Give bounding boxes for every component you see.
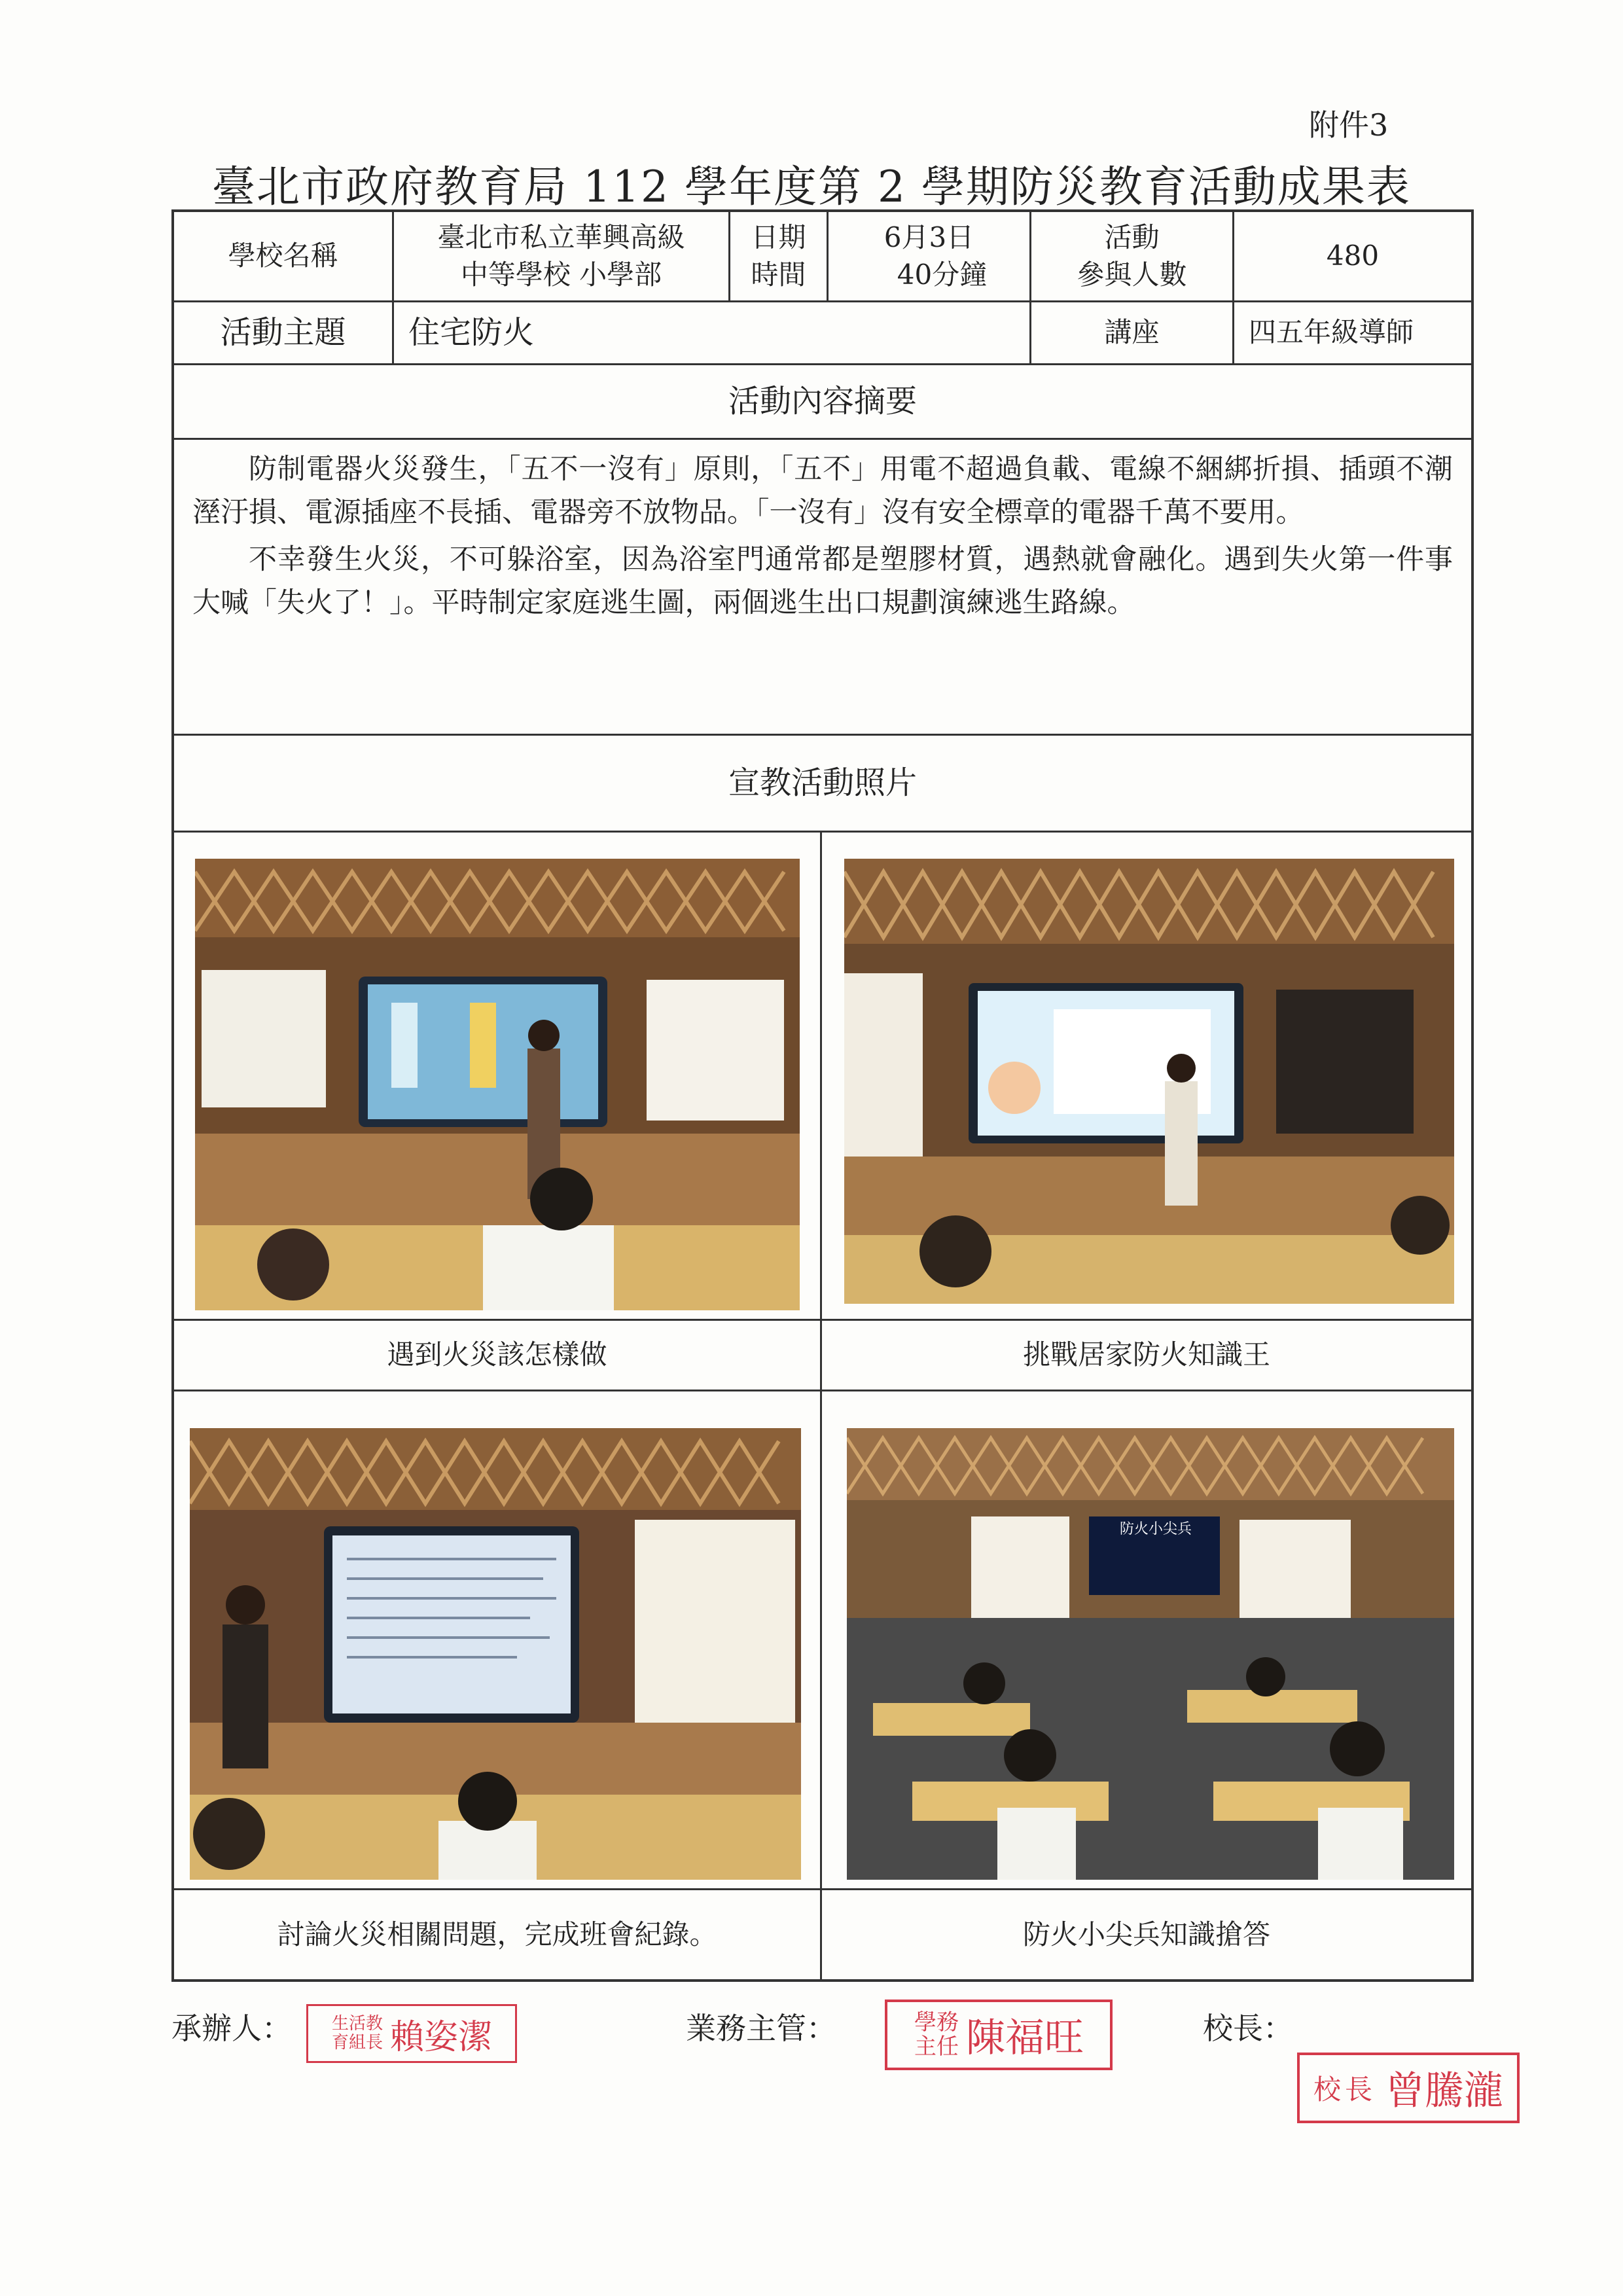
summary-paragraph-1: 防制電器火災發生，「五不一沒有」原則，「五不」用電不超過負載、電線不綑綁折損、插頭不潮溼汙損、電源插座不長插、電器旁不放物品。「一沒有」沒有安全標章的電器千萬不要用。 [192, 453, 1453, 529]
date-value-day: 6月3日 [883, 221, 974, 253]
date-value [829, 212, 1031, 302]
photo4-screen-text: 防火小尖兵 [1119, 1521, 1192, 1537]
participants-label-line2: 參與人數 [1077, 258, 1187, 291]
participants-value: 480 [1234, 212, 1471, 302]
principal-stamp-title: 校長 [1313, 2073, 1376, 2106]
organizer-stamp-name: 賴姿潔 [389, 2017, 492, 2057]
photos-heading: 宣教活動照片 [174, 736, 1471, 833]
speaker-label: 講座 [1031, 302, 1234, 365]
attachment-label: 附件3 [1309, 107, 1389, 143]
photo-class-discussion [190, 1428, 801, 1880]
school-label: 學校名稱 [174, 212, 394, 302]
caption-2: 挑戰居家防火知識王 [1022, 1338, 1270, 1371]
school-name-line1: 臺北市私立華興高級 [437, 221, 685, 253]
caption-3: 討論火災相關問題，完成班會紀錄。 [277, 1918, 717, 1950]
principal-stamp [1297, 2053, 1520, 2123]
date-label-line2: 時間 [751, 258, 806, 291]
page-title: 臺北市政府教育局 112 學年度第 2 學期防災教育活動成果表 [212, 162, 1411, 212]
photo-teacher-smartboard [195, 859, 800, 1310]
manager-stamp-title: 學務主任 [914, 2009, 959, 2060]
caption-cell-3 [174, 1890, 822, 1979]
manager-stamp [885, 2000, 1113, 2070]
summary-text [192, 448, 1453, 628]
caption-cell-2 [822, 1321, 1471, 1391]
organizer-label: 承辦人： [171, 2011, 292, 2046]
caption-cell-4 [822, 1890, 1471, 1979]
principal-stamp-name: 曾騰瀧 [1385, 2068, 1503, 2114]
speaker-value: 四五年級導師 [1234, 302, 1471, 365]
school-name [394, 212, 730, 302]
date-value-duration: 40分鐘 [897, 258, 988, 291]
date-label [730, 212, 829, 302]
caption-4: 防火小尖兵知識搶答 [1022, 1918, 1270, 1950]
summary-heading: 活動內容摘要 [174, 365, 1471, 440]
participants-label-line1: 活動 [1104, 221, 1160, 253]
activity-table [171, 209, 1474, 1982]
manager-stamp-name: 陳福旺 [966, 2015, 1084, 2061]
caption-1: 遇到火災該怎樣做 [387, 1338, 607, 1371]
theme-label: 活動主題 [174, 302, 394, 365]
school-name-line2: 中等學校 小學部 [460, 258, 662, 291]
organizer-stamp-title: 生活教育組長 [331, 2014, 383, 2053]
participants-label [1031, 212, 1234, 302]
manager-label: 業務主管： [686, 2011, 836, 2046]
photo-student-quiz [844, 859, 1454, 1304]
date-label-line1: 日期 [751, 221, 806, 253]
photo-quiz-contest [847, 1428, 1454, 1880]
caption-cell-1 [174, 1321, 822, 1391]
principal-label: 校長： [1203, 2011, 1293, 2046]
summary-paragraph-2: 不幸發生火災，不可躲浴室，因為浴室門通常都是塑膠材質，遇熱就會融化。遇到失火第一件事大喊「失火了！」。平時制定家庭逃生圖，兩個逃生出口規劃演練逃生路線。 [192, 543, 1453, 619]
organizer-stamp [306, 2004, 517, 2063]
theme-value: 住宅防火 [394, 302, 1031, 365]
